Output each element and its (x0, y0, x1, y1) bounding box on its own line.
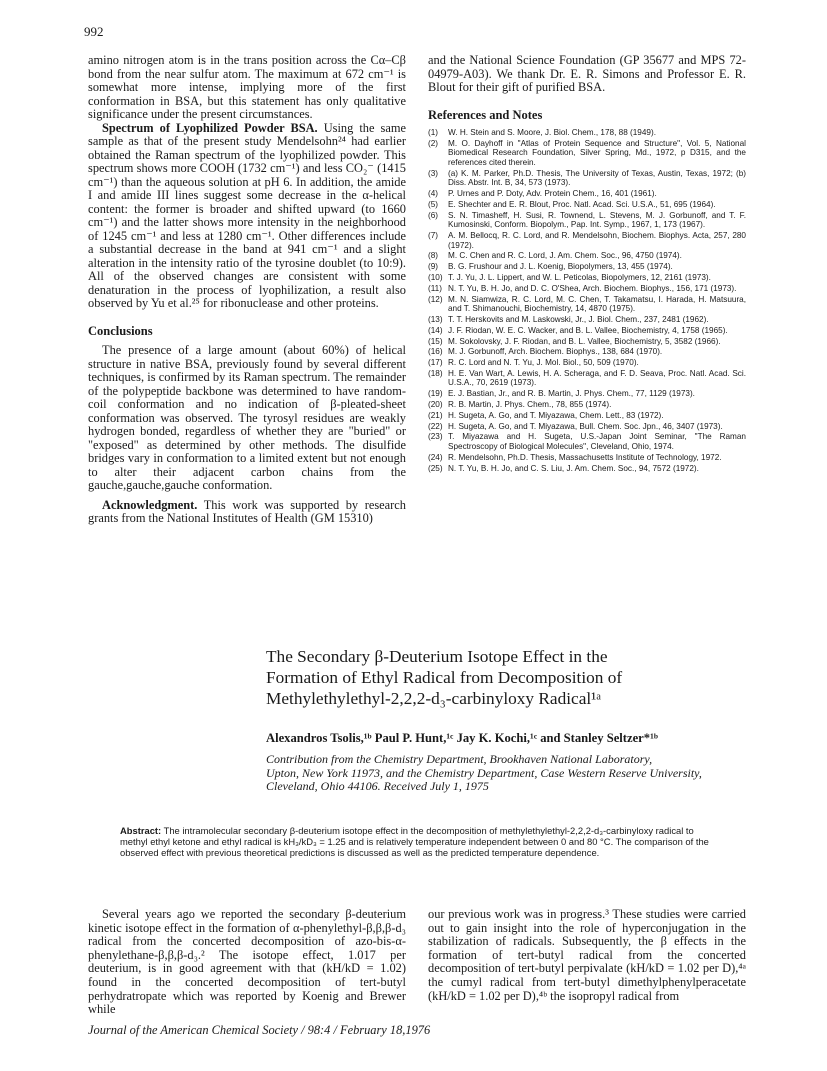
reference-item (428, 337, 746, 347)
reference-list (428, 128, 746, 473)
reference-item (428, 211, 746, 230)
reference-text: H. Sugeta, A. Go, and T. Miyazawa, Chem. Lett., 83 (1972). (448, 410, 664, 420)
reference-number: (20) (428, 400, 443, 409)
reference-text: R. C. Lord and N. T. Yu, J. Mol. Biol., 50, 509 (1970). (448, 358, 639, 368)
reference-number: (5) (428, 199, 439, 209)
reference-number: (15) (428, 336, 443, 346)
title-line: The Secondary β-Deuterium Isotope Effect in the (266, 647, 608, 666)
reference-item (428, 139, 746, 168)
abstract (120, 825, 716, 858)
reference-text: T. T. Herskovits and M. Laskowski, Jr., J. Biol. Chem., 237, 2481 (1962). (448, 314, 709, 324)
reference-text: M. O. Dayhoff in "Atlas of Protein Sequence and Structure", Vol. 5, National Biomedical Research Foundation, Silver Spring, Md., 1972, p D315, and the references cited therein. (448, 138, 746, 167)
reference-number: (25) (428, 463, 443, 473)
reference-text: R. Mendelsohn, Ph.D. Thesis, Massachusetts Institute of Technology, 1972. (448, 452, 722, 462)
article-title (266, 646, 686, 709)
paragraph (88, 122, 406, 311)
reference-number: (23) (428, 432, 443, 442)
reference-number: (16) (428, 347, 443, 357)
reference-item (428, 200, 746, 210)
reference-text: (a) K. M. Parker, Ph.D. Thesis, The University of Texas, Austin, Texas, 1972; (b) Diss. Abstr. Int. B, 34, 573 (1973). (448, 168, 746, 188)
reference-number: (13) (428, 314, 443, 324)
reference-item (428, 169, 746, 188)
reference-item (428, 464, 746, 474)
reference-text: M. N. Siamwiza, R. C. Lord, M. C. Chen, T. Takamatsu, I. Harada, H. Matsuura, and T. Shimanouchi, Biochemistry, 14, 4870 (1975). (448, 294, 746, 314)
reference-item (428, 262, 746, 272)
left-column (88, 54, 406, 526)
affiliation-line: Contribution from the Chemistry Department, Brookhaven National Laboratory, (266, 752, 653, 766)
reference-number: (12) (428, 294, 443, 304)
abstract-text: The intramolecular secondary β-deuterium isotope effect in the decomposition of methylethylethyl-2,2,2-d₃-carbinyloxy radical to methyl ethyl ketone and ethyl radical is kH₃/kD₃ = 1.25 and is relatively temperature independent between 0 and 80 °C. The comparison of the observed effect with previous theoretical predictions is discussed as well as the predicted temperature dependence. (120, 825, 709, 858)
affiliation-line: Cleveland, Ohio 44106. Received July 1, 1975 (266, 779, 489, 794)
reference-item (428, 358, 746, 368)
reference-item (428, 422, 746, 432)
reference-item (428, 128, 746, 138)
reference-item (428, 432, 746, 451)
abstract-label: Abstract: (120, 825, 162, 836)
reference-text: H. E. Van Wart, A. Lewis, H. A. Scheraga, and F. D. Seava, Proc. Natl. Acad. Sci. U.S.A., 70, 2619 (1973). (448, 368, 746, 388)
paragraph: amino nitrogen atom is in the trans position across the Cα–Cβ bond from the near sulfur atom. The maximum at 672 cm⁻¹ is somewhat more intense, implying more of the first conformation in BSA, but this statement has only qualitative significance under the present circumstances. (88, 53, 406, 121)
title-line: Methylethylethyl-2,2,2-d₃-carbinyloxy Radical¹ᵃ (266, 689, 602, 708)
reference-text: J. F. Riodan, W. E. C. Wacker, and B. L. Vallee, Biochemistry, 4, 1758 (1965). (448, 325, 728, 335)
reference-text: T. Miyazawa and H. Sugeta, U.S.-Japan Joint Seminar, "The Raman Spectroscopy of Biological Molecules", Cleveland, Ohio, 1974. (448, 432, 746, 451)
affiliation (266, 753, 746, 794)
reference-text: H. Sugeta, A. Go, and T. Miyazawa, Bull. Chem. Soc. Jpn., 46, 3407 (1973). (448, 421, 723, 431)
reference-item (428, 326, 746, 336)
body-text-right (428, 908, 746, 1003)
reference-number: (24) (428, 452, 443, 462)
section-heading: Conclusions (88, 323, 153, 338)
reference-number: (14) (428, 325, 443, 335)
reference-text: M. J. Gorbunoff, Arch. Biochem. Biophys., 138, 684 (1970). (448, 347, 663, 357)
reference-number: (6) (428, 210, 439, 220)
reference-text: B. G. Frushour and J. L. Koenig, Biopolymers, 13, 455 (1974). (448, 262, 673, 272)
reference-item (428, 315, 746, 325)
reference-number: (8) (428, 251, 439, 261)
reference-number: (18) (428, 368, 443, 378)
reference-number: (4) (428, 189, 439, 199)
reference-text: W. H. Stein and S. Moore, J. Biol. Chem., 178, 88 (1949). (448, 128, 656, 137)
reference-number: (9) (428, 262, 439, 272)
reference-text: T. J. Yu, J. L. Lippert, and W. L. Peticolas, Biopolymers, 12, 2161 (1973). (448, 273, 711, 282)
reference-item (428, 273, 746, 283)
title-line: Formation of Ethyl Radical from Decomposition of (266, 668, 623, 687)
reference-number: (22) (428, 421, 443, 431)
reference-item (428, 411, 746, 421)
reference-text: A. M. Bellocq, R. C. Lord, and R. Mendelsohn, Biochem. Biophys. Acta, 257, 280 (1972). (448, 231, 746, 250)
reference-item (428, 231, 746, 250)
reference-text: S. N. Timasheff, H. Susi, R. Townend, L. Stevens, M. J. Gorbunoff, and T. F. Kumosinski, Conform. Biopolym., Pap. Int. Symp., 1967, 1, 173 (1967). (448, 210, 746, 230)
reference-text: N. T. Yu, B. H. Jo, and D. C. O'Shea, Arch. Biochem. Biophys., 156, 171 (1973). (448, 283, 737, 293)
reference-text: E. J. Bastian, Jr., and R. B. Martin, J. Phys. Chem., 77, 1129 (1973). (448, 389, 695, 399)
paragraph-text: Using the same sample as that of the present study Mendelsohn²⁴ had earlier obtained the Raman spectrum of the lyophilized powder. This spectrum shows more COOH (1732 cm⁻¹) and less CO₂⁻ (1415 cm⁻¹) than the aqueous solution at pH 6. In addition, the amide I and amide III lines suggest some decrease in the α-helical content: the former is broader and shifted upward (to 1660 cm⁻¹) and the latter shows more intensity in the neighborhood of 1245 cm⁻¹ and less at 1280 cm⁻¹. Other differences include a substantial decrease in the band at 941 cm⁻¹ and a slight alteration in the intensity ratio of the tyrosine doublet (to 10:9). All of the observed changes are consistent with some denaturation in the process of lyophilization, a result also observed by Yu et al.²⁵ for ribonuclease and other proteins. (88, 120, 406, 310)
right-column (428, 54, 746, 474)
reference-text: N. T. Yu, B. H. Jo, and C. S. Liu, J. Am. Chem. Soc., 94, 7572 (1972). (448, 463, 699, 473)
reference-item (428, 347, 746, 357)
reference-number: (3) (428, 168, 439, 178)
affiliation-line: Upton, New York 11973, and the Chemistry Department, Case Western Reserve University, (266, 765, 702, 780)
body-text-left (88, 908, 406, 1017)
reference-number: (21) (428, 410, 443, 420)
reference-item (428, 284, 746, 294)
paragraph: Several years ago we reported the secondary β-deuterium kinetic isotope effect in the formation of α-phenylethyl-β,β,β-d₃ radical from the concerted decomposition of azo-bis-α-phenylethane-β,β,β-d₃.² The isotope effect, 1.017 per deuterium, is in good agreement with that (kH/kD = 1.02) found in the concerted decomposition of tert-butyl perhydratropate which was reported by Koenig and Brewer while (88, 907, 406, 1017)
paragraph: The presence of a large amount (about 60%) of helical structure in native BSA, previously found by several different techniques, is confirmed by its Raman spectrum. The remainder of the polypeptide backbone was determined to have random-coil conformation and no indication of β-pleated-sheet conformation was observed. The tyrosyl residues are weakly hydrogen bonded, regardless of whether they are "buried" or "exposed" as determined by other methods. The disulfide bridges vary in conformation to a limited extent but not enough to alter their adjacent carbon chains from the gauche,gauche,gauche conformation. (88, 343, 406, 492)
reference-number: (11) (428, 283, 442, 293)
journal-footer: Journal of the American Chemical Society / 98:4 / February 18,1976 (88, 1023, 431, 1037)
reference-number: (2) (428, 138, 439, 148)
reference-item (428, 400, 746, 410)
reference-number: (19) (428, 389, 443, 399)
reference-item (428, 189, 746, 199)
reference-number: (1) (428, 128, 439, 137)
run-in-heading: Spectrum of Lyophilized Powder BSA. (102, 120, 318, 135)
reference-text: P. Urnes and P. Doty, Adv. Protein Chem., 16, 401 (1961). (448, 189, 657, 199)
paragraph: our previous work was in progress.³ These studies were carried out to gain insight into the role of hyperconjugation in the stabilization of radicals. Subsequently, the β effects in the formation of tert-butyl radical from the concerted decomposition of tert-butyl perpivalate (kH/kD = 1.02 per D),⁴ᵃ the cumyl radical from tert-butyl dimethylphenylperacetate (kH/kD = 1.02 per D),⁴ᵇ the isopropyl radical from (428, 907, 746, 1003)
reference-number: (17) (428, 358, 443, 368)
reference-text: M. C. Chen and R. C. Lord, J. Am. Chem. Soc., 96, 4750 (1974). (448, 251, 682, 261)
paragraph (88, 499, 406, 526)
paragraph-text: This work was supported by research grants from the National Institutes of Health (GM 15310) (88, 497, 406, 525)
reference-text: R. B. Martin, J. Phys. Chem., 78, 855 (1974). (448, 400, 612, 409)
paragraph: and the National Science Foundation (GP 35677 and MPS 72-04979-A03). We thank Dr. E. R. Simons and Professor E. R. Blout for their gift of purified BSA. (428, 53, 746, 94)
reference-text: M. Sokolovsky, J. F. Riodan, and B. L. Vallee, Biochemistry, 5, 3582 (1966). (448, 336, 721, 346)
reference-number: (7) (428, 231, 439, 241)
reference-item (428, 295, 746, 314)
authors: Alexandros Tsolis,¹ᵇ Paul P. Hunt,¹ᶜ Jay K. Kochi,¹ᶜ and Stanley Seltzer*¹ᵇ (266, 731, 658, 745)
reference-item (428, 369, 746, 388)
reference-item (428, 389, 746, 399)
page-number: 992 (84, 24, 104, 39)
reference-item (428, 251, 746, 261)
reference-number: (10) (428, 273, 443, 282)
reference-text: E. Shechter and E. R. Blout, Proc. Natl. Acad. Sci. U.S.A., 51, 695 (1964). (448, 199, 716, 209)
section-heading: References and Notes (428, 107, 543, 122)
reference-item (428, 453, 746, 463)
run-in-heading: Acknowledgment. (102, 497, 198, 512)
